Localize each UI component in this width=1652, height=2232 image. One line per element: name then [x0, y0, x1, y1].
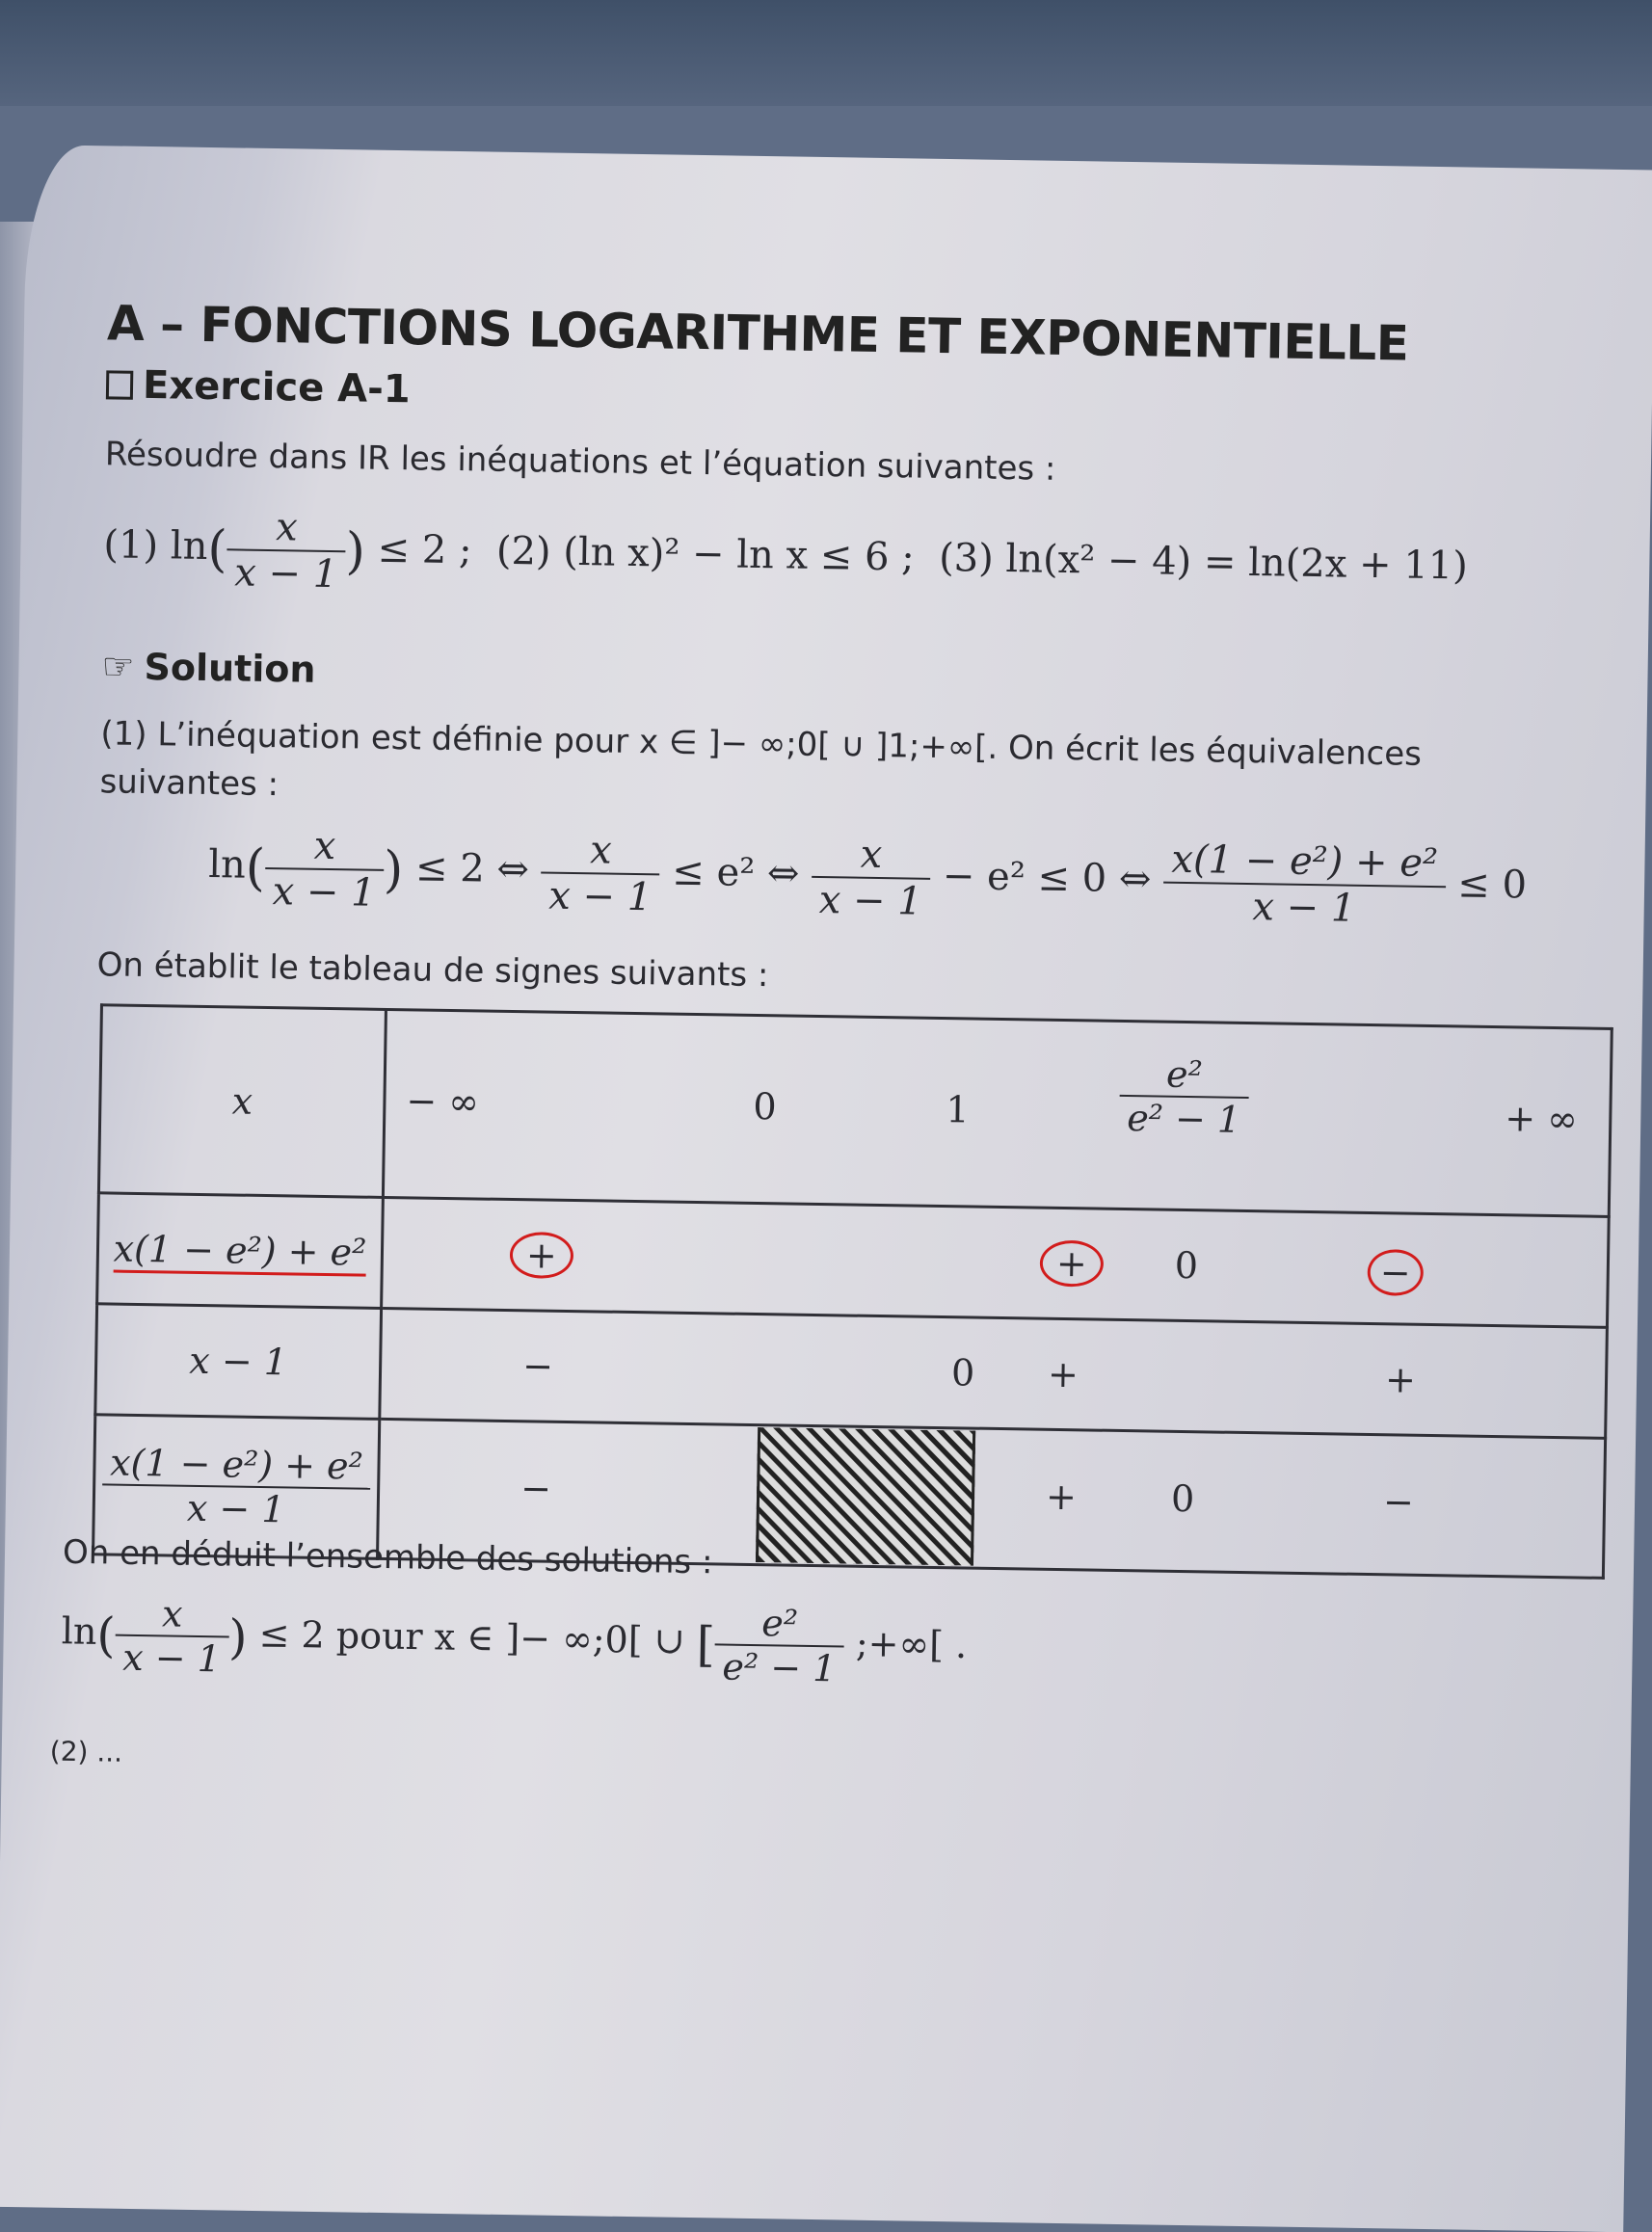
next-part: (2) ... [49, 1735, 123, 1768]
header-minus-inf: − ∞ [406, 1079, 480, 1124]
book-page [0, 145, 1652, 2232]
row3-sign-3: − [1382, 1480, 1415, 1524]
final-solution: ln( $\frac{x}{x - 1}$ ) ≤ 2 pour x ∈ ]− ∞;0[ ∪ [ $\frac{\text{e²}}{\text{e² − 1}}$ ;+∞[ . [61, 1592, 968, 1690]
header-plus-inf: + ∞ [1504, 1097, 1579, 1141]
table-intro: On établit le tableau de signes suivants : [96, 945, 769, 996]
row2-zero: 0 [950, 1350, 975, 1395]
row2-sign-1: − [521, 1343, 554, 1388]
sign-table [92, 1003, 1613, 1580]
solution-heading: ☞ Solution [101, 645, 316, 691]
row1-sign-3: − [1367, 1248, 1424, 1295]
header-x: x [98, 1005, 386, 1198]
hand-pointer-icon: ☞ [101, 645, 135, 688]
equations-line: (1) ln( $\frac{x}{x - 1}$ ) ≤ 2 ; (2) (ln x)² − ln x ≤ 6 ; (3) ln(x² − 4) = ln(2x + 11) [103, 505, 1469, 598]
header-critical-value: $\frac{\text{e²}}{\text{e² − 1}}$ [1119, 1052, 1249, 1141]
chapter-heading: A – FONCTIONS LOGARITHME ET EXPONENTIELLE [106, 295, 1409, 372]
row2-sign-2: + [1047, 1352, 1079, 1395]
row1-sign-1: + [510, 1232, 574, 1279]
header-one: 1 [946, 1088, 970, 1131]
row1-zero: 0 [1174, 1243, 1199, 1287]
solution-line-2: suivantes : [99, 762, 280, 805]
equivalence-chain: ln( $\frac{x}{x - 1}$ ) ≤ 2 ⇔ $\frac{x}{x - 1}$ ≤ e² ⇔ $\frac{x}{x - 1}$ − e² ≤ 0 ⇔ $\frac{\text{x(1 − e²) + e²}}{x - 1}$ ≤ 0 [207, 823, 1528, 931]
table-header-row [98, 1005, 1612, 1217]
header-zero: 0 [753, 1084, 777, 1129]
row1-sign-2: + [1040, 1239, 1105, 1287]
row2-label: x − 1 [95, 1304, 382, 1420]
exercise-prompt: Résoudre dans IR les inéquations et l’équation suivantes : [104, 435, 1056, 489]
forbidden-zone-hatch [756, 1427, 975, 1566]
conclusion-text: On en déduit l’ensemble des solutions : [62, 1532, 713, 1582]
row3-zero: 0 [1170, 1476, 1195, 1521]
exercise-title: Exercice A-1 [106, 362, 411, 412]
row1-label: x(1 − e²) + e² [113, 1228, 366, 1277]
row3-sign-1: − [520, 1467, 552, 1510]
row3-sign-2: + [1045, 1475, 1078, 1519]
checkbox-icon [106, 370, 133, 399]
backdrop [0, 0, 1652, 106]
row2-sign-3: + [1384, 1357, 1417, 1401]
row3-label: $\frac{\text{x(1 − e²) + e²}}{x - 1}$ [101, 1441, 371, 1531]
solution-line-1: (1) L’inéquation est définie pour x ∈ ]− ∞;0[ ∪ ]1;+∞[. On écrit les équivalences [100, 714, 1423, 774]
